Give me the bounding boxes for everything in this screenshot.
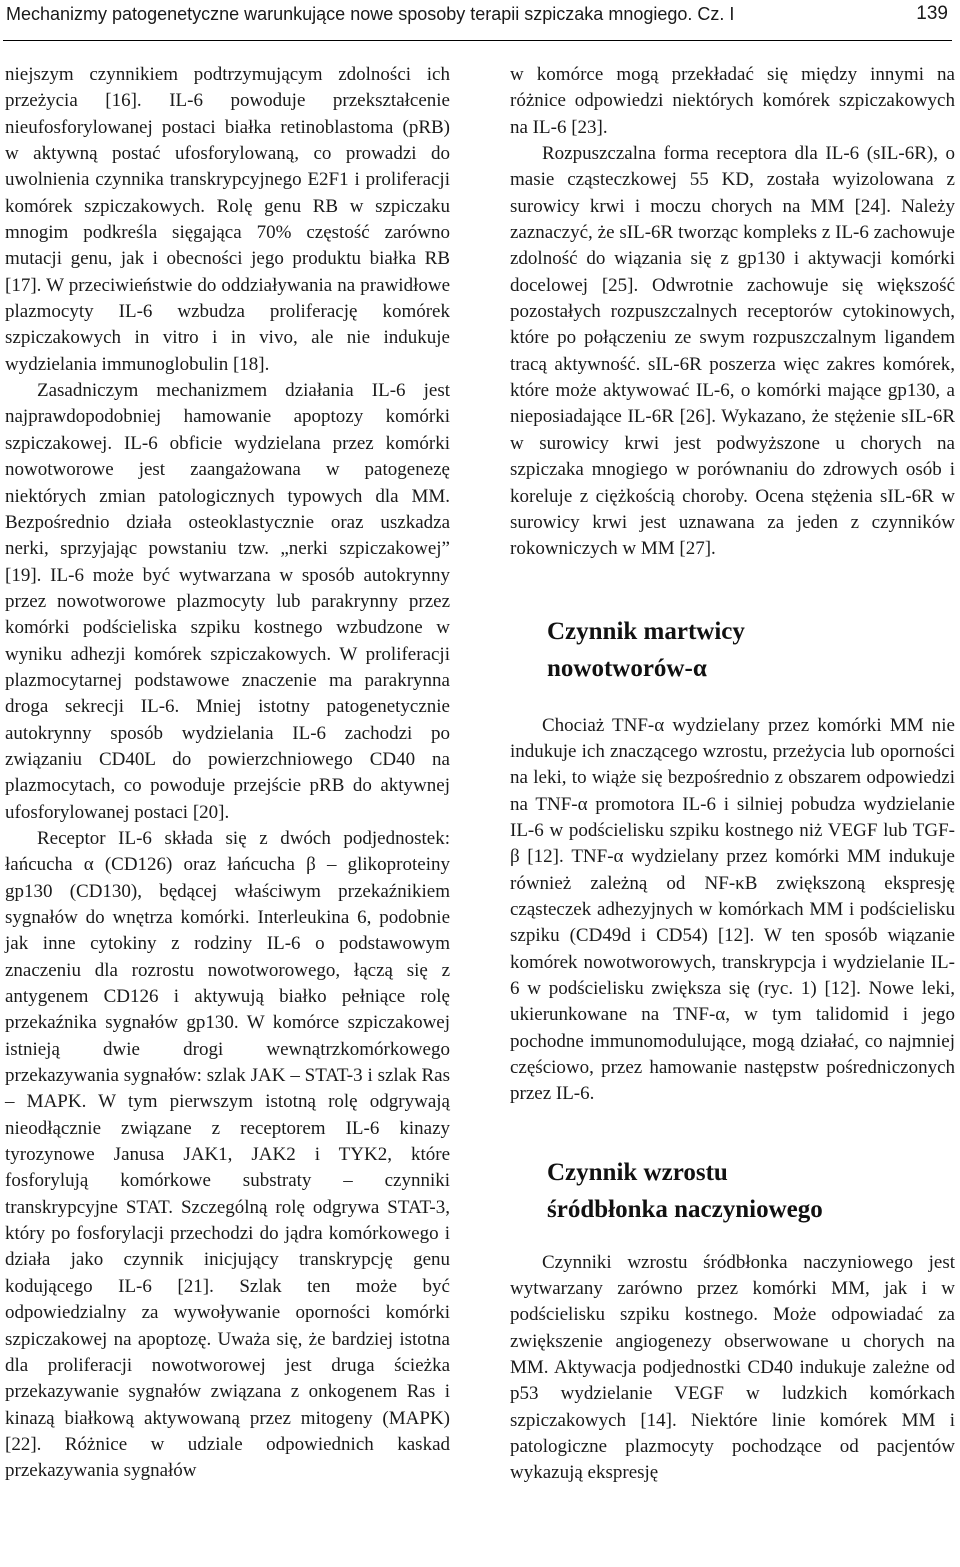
section-heading-vegf: [547, 1154, 955, 1228]
running-title: Mechanizmy patogenetyczne warunkujące nowe sposoby terapii szpiczaka mnogiego. Cz. I: [6, 4, 735, 24]
paragraph: Zasadniczym mechanizmem działania IL-6 jest najprawdopodobniej hamowanie apoptozy komórki szpiczakowej. IL-6 obficie wydzielana przez komórki nowotworowe jest zaangażowana w patogenezę niektórych zmian patologicznych typowych dla MM. Bezpośrednio działa osteoklastycznie oraz uszkadza nerki, sprzyjając powstaniu tzw. „nerki szpiczakowej” [19]. IL-6 może być wytwarzana w sposób autokrynny przez nowotworowe plazmocyty lub parakrynny przez komórki podścieliska szpiku kostnego wzbudzone w wyniku adhezji komórek szpiczakowych. W proliferacji plazmocytarnej podstawowe znaczenie ma parakrynna droga sekrecji IL-6. Mniej istotny patogenetycznie autokrynny sposób wydzielania IL-6 zachodzi po związaniu CD40L do powierzchniowego CD40 na plazmocytach, co powoduje przejście pRB do aktywnej ufosforylowanej postaci [20].: [5, 380, 450, 823]
section-heading-line: Czynnik wzrostu: [547, 1158, 728, 1186]
section-heading-line: śródbłonka naczyniowego: [547, 1195, 823, 1223]
paragraph: Chociaż TNF-α wydzielany przez komórki MM nie indukuje ich znaczącego wzrostu, przeżycia lub oporności na leki, to wiąże się bezpośrednio z obszarem odpowiedzi na TNF-α promotora IL-6 i silniej pobudza wydzielanie IL-6 w podścielisku szpiku kostnego niż VEGF lub TGF-β [12]. TNF-α wydzielany przez komórki MM indukuje również zależną od NF-κB zwiększoną ekspresję cząsteczek adhezyjnych w komórkach MM i podścielisku szpiku (CD49d i CD54) [12]. W ten sposób wiązanie komórek nowotworowych, transkrypcja i wydzielanie IL-6 w podścielisku zwiększa się (ryc. 1) [12]. Nowe leki, ukierunkowane na TNF-α, w tym talidomid i jego pochodne immunomodulujące, mogą działać, co najmniej częściowo, przez hamowanie następstw pośredniczonych przez IL-6.: [510, 714, 955, 1105]
paragraph: niejszym czynnikiem podtrzymującym zdolności ich przeżycia [16]. IL-6 powoduje przekształcenie nieufosforylowanej postaci białka retinoblastoma (pRB) w aktywną postać ufosforylowaną, co prowadzi do uwolnienia czynnika transkrypcyjnego E2F1 i proliferacji komórek szpiczakowych. Rolę genu RB w szpiczaku mnogim podkreśla sięgająca 70% częstość zarówno mutacji genu, jak i obecności jego produktu białka RB [17]. W przeciwieństwie do oddziaływania na prawidłowe plazmocyty IL-6 wzbudza proliferację komórek szpiczakowych in vitro i in vivo, ale nie indukuje wydzielania immunoglobulin [18].: [5, 64, 450, 375]
right-column: [510, 62, 955, 1487]
left-column: [5, 62, 450, 1485]
paragraph: w komórce mogą przekładać się między innymi na różnice odpowiedzi niektórych komórek szpiczakowych na IL-6 [23].: [510, 64, 955, 138]
section-heading-line: nowotworów-α: [547, 654, 707, 682]
section-heading-tnf: [547, 613, 955, 687]
paragraph: Czynniki wzrostu śródbłonka naczyniowego jest wytwarzany zarówno przez komórki MM, jak i w podścielisku szpiku kostnego. Może odpowiadać za zwiększenie angiogenezy obserwowane u chorych na MM. Aktywacja podjednostki CD40 indukuje zależne od p53 wydzielanie VEGF w ludzkich komórkach szpiczakowych [14]. Niektóre linie komórek MM i patologiczne plazmocyty pochodzące od pacjentów wykazują ekspresję: [510, 1251, 955, 1484]
page-number: 139: [916, 3, 948, 24]
paragraph: Receptor IL-6 składa się z dwóch podjednostek: łańcucha α (CD126) oraz łańcucha β – glikoproteiny gp130 (CD130), będącej właściwym przekaźnikiem sygnałów do wnętrza komórki. Interleukina 6, podobnie jak inne cytokiny z rodziny IL-6 o podstawowym znaczeniu dla rozrostu nowotworowego, łączą się z antygenem CD126 i aktywują białko pełniące rolę przekaźnika sygnałów gp130. W komórce szpiczakowej istnieją dwie drogi wewnątrzkomórkowego przekazywania sygnałów: szlak JAK – STAT-3 i szlak Ras – MAPK. W tym pierwszym istotną rolę odgrywają nieodłącznie związane z receptorem IL-6 kinazy tyrozynowe Janusa JAK1, JAK2 i TYK2, które fosforylują komórkowe substraty – czynniki transkrypcyjne STAT. Szczególną rolę odgrywa STAT-3, który po fosforylacji przechodzi do jądra komórkowego i działa jako czynnik inicjujący transkrypcję genu kodującego IL-6 [21]. Szlak ten może być odpowiedzialny za wywoływanie oporności komórki szpiczakowej na apoptozę. Uważa się, że bardziej istotna dla proliferacji nowotworowej jest druga ścieżka przekazywanie sygnałów związana z onkogenem Ras i kinazą białkową aktywowaną przez mitogeny (MAPK) [22]. Różnice w udziale odpowiednich kaskad przekazywania sygnałów: [5, 827, 450, 1482]
running-header: [3, 0, 952, 41]
paragraph: Rozpuszczalna forma receptora dla IL-6 (sIL-6R), o masie cząsteczkowej 55 KD, została wyizolowana z surowicy krwi i moczu chorych na MM [24]. Należy zaznaczyć, że sIL-6R tworząc kompleks z IL-6 zachowuje zdolność do wiązania się z gp130 i aktywacji komórki docelowej [25]. Odwrotnie zachowuje się większość pozostałych rozpuszczalnych receptorów cytokinowych, które po połączeniu ze swym rozpuszczalnym ligandem tracą aktywność. sIL-6R poszerza więc zakres komórek, które może aktywować IL-6, o komórki mające gp130, a nieposiadające IL-6R [26]. Wykazano, że stężenie sIL-6R w surowicy krwi jest podwyższone u chorych na szpiczaka mnogiego w porównaniu do zdrowych osób i koreluje z ciężkością choroby. Ocena stężenia sIL-6R w surowicy krwi jest uznawana za jeden z czynników rokowniczych w MM [27].: [510, 143, 955, 560]
section-heading-line: Czynnik martwicy: [547, 617, 745, 645]
